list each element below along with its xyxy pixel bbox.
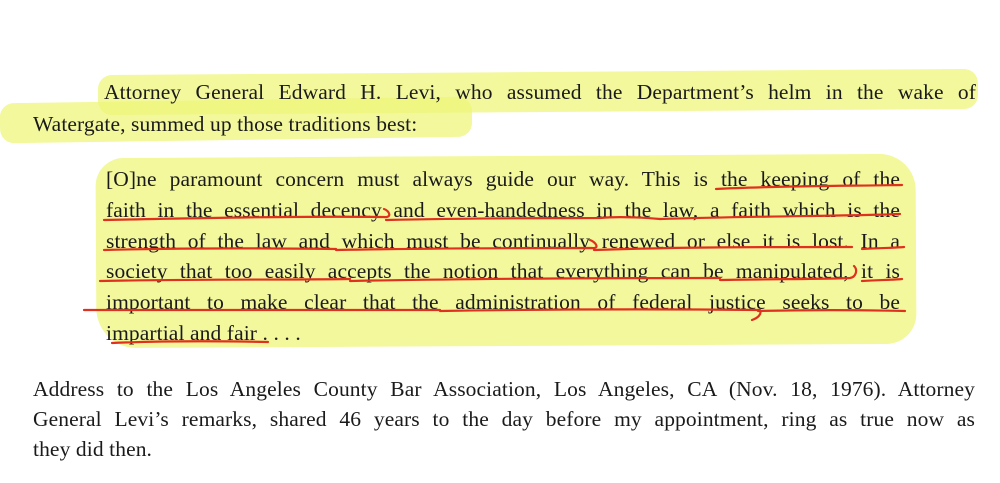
quote-line-5: important to make clear that the administration of federal justice seeks to be [106,290,900,314]
intro-line-1: Attorney General Edward H. Levi, who assumed the Department’s helm in the wake of [104,80,976,104]
quote-line-1: [O]ne paramount concern must always guide our way. This is the keeping of the [106,167,900,191]
quote-line-4: society that too easily accepts the notion that everything can be manipulated, it is [106,259,900,283]
quote-line-3: strength of the law and which must be continually renewed or else it is lost. In a [106,229,900,253]
quote-line-2: faith in the essential decency and even-handedness in the law, a faith which is the [106,198,900,222]
citation-line-2: General Levi’s remarks, shared 46 years to the day before my appointment, ring as true now as [33,407,975,431]
quote-line-6: impartial and fair . . . . [106,321,301,345]
citation-line-3: they did then. [33,437,153,461]
citation-line-1: Address to the Los Angeles County Bar Association, Los Angeles, CA (Nov. 18, 1976). Attorney [33,377,975,401]
intro-line-2: Watergate, summed up those traditions best: [33,112,418,136]
